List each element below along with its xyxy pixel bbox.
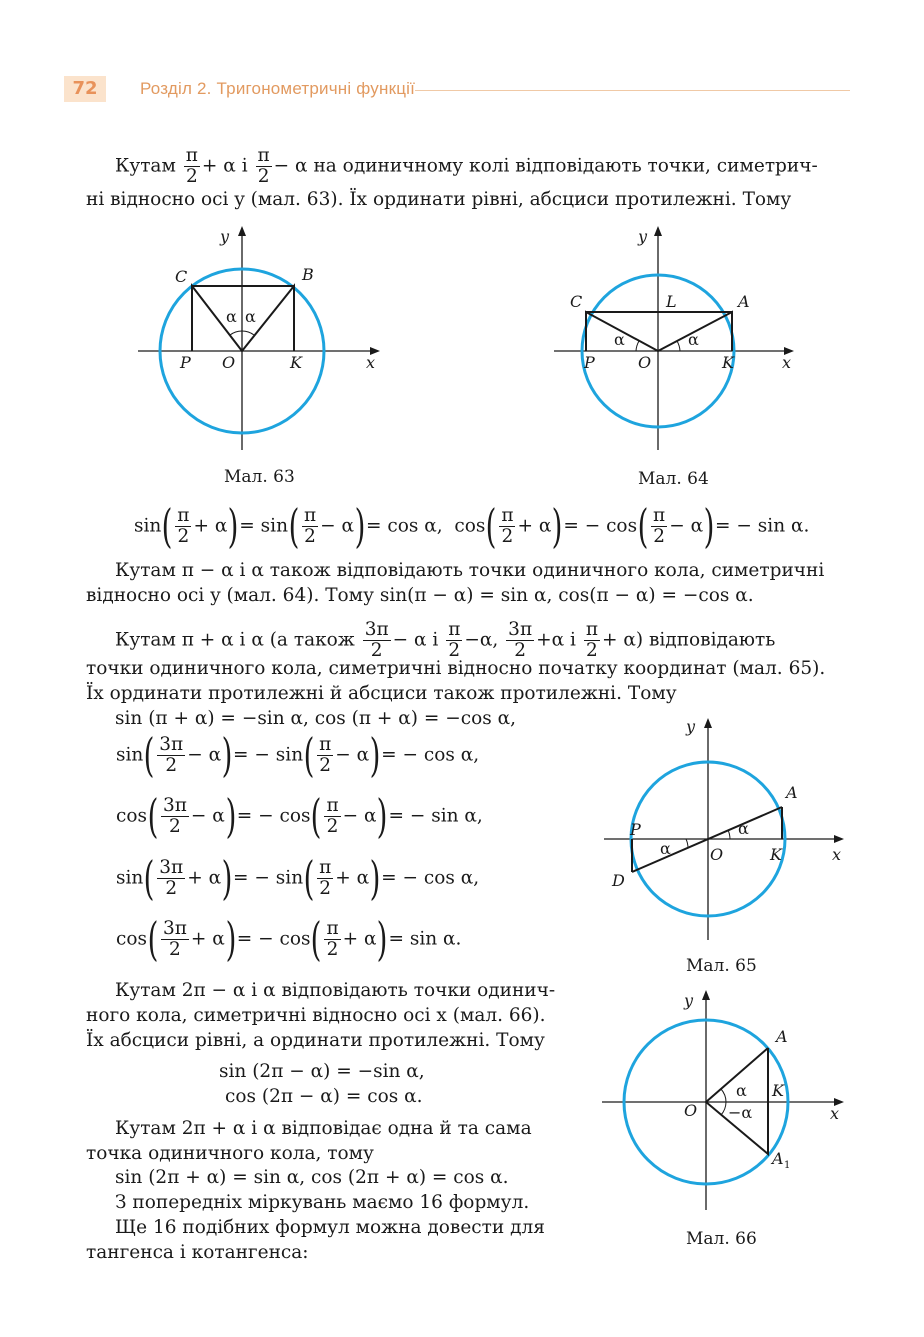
label-A: A (786, 783, 798, 802)
label-y: y (684, 991, 694, 1010)
fraction-pi-over-2: $\frac{\pi}{2}$ (185, 145, 198, 187)
label-K: K (770, 845, 782, 864)
label-y: y (686, 717, 696, 736)
label-D: D (612, 871, 625, 890)
caption-fig66: Мал. 66 (686, 1229, 757, 1249)
paragraph-1-line-1 (115, 146, 818, 187)
label-A: A (776, 1027, 788, 1046)
paragraph-7-line-2: тангенса і котангенса: (86, 1242, 309, 1263)
label-P: P (630, 820, 641, 839)
figure-65 (598, 714, 858, 954)
label-L: L (666, 292, 677, 311)
fraction-pi-over-2: $\frac{\pi}{2}$ (257, 145, 270, 187)
section-label: Розділ 2. (140, 79, 212, 98)
label-A1-subscript: 1 (784, 1160, 791, 1171)
equation-pi-half: sin( $\frac{\pi}{2}$ + α)= sin( $\frac{\pi}{2}$ − α)= cos α, cos( $\frac{\pi}{2}$ + α)= − cos( $\frac{\pi}{2}$ − α)= − sin α. (134, 499, 810, 553)
label-A: A (738, 292, 750, 311)
text-fragment: +α (536, 629, 565, 651)
label-P: P (584, 353, 595, 372)
paragraph-3-line-2: точки одиничного кола, симетричні відносно початку координат (мал. 65). (86, 658, 826, 679)
paragraph-4-line-2: ного кола, симетричні відносно осі x (мал. 66). (86, 1005, 546, 1026)
label-alpha: α (660, 839, 671, 858)
text-fragment: − α (273, 155, 308, 177)
label-x: x (366, 353, 376, 372)
label-x: x (832, 845, 842, 864)
text-fragment: = − sin α. (715, 515, 810, 537)
label-K: K (772, 1081, 784, 1100)
paragraph-3-line-4: sin (π + α) = −sin α, cos (π + α) = −cos α, (115, 708, 517, 729)
paragraph-3-line-3: Їх ординати протилежні й абсциси також протилежні. Тому (86, 683, 677, 704)
equation-cos-3pi-plus: cos( $\frac{3\pi}{2}$ + α)= − cos( $\frac{\pi}{2}$ + α)= sin α. (116, 912, 462, 966)
fraction-3pi-over-2: $\frac{3\pi}{2}$ (508, 619, 533, 661)
chapter-title (140, 79, 415, 99)
text-fragment: − α (669, 515, 704, 537)
paragraph-1-line-2: ні відносно осі y (мал. 63). Їх ординати рівні, абсциси протилежні. Тому (86, 189, 792, 210)
label-x: x (830, 1104, 840, 1123)
paragraph-2-line-2: відносно осі y (мал. 64). Тому sin(π − α) = sin α, cos(π − α) = −cos α. (86, 585, 754, 606)
paragraph-5-line-3: sin (2π + α) = sin α, cos (2π + α) = cos α. (115, 1167, 509, 1188)
label-A1: A (772, 1149, 784, 1168)
text-fragment: + α (201, 155, 236, 177)
paragraph-2-line-1: Кутам π − α і α також відповідають точки одиничного кола, симетричні (115, 560, 825, 581)
fraction-pi-over-2: $\frac{\pi}{2}$ (177, 504, 190, 547)
text-fragment: на одиничному колі відповідають точки, симетрич- (313, 155, 818, 177)
figure-63 (130, 220, 390, 460)
page-number: 72 (64, 76, 106, 102)
label-alpha: α (614, 330, 625, 349)
text-fragment: Кутам π + α і α (а також (115, 629, 355, 651)
text-fragment: + α (601, 629, 636, 651)
label-O: O (222, 353, 236, 372)
label-y: y (220, 227, 230, 246)
fraction-pi-over-2: $\frac{\pi}{2}$ (653, 504, 666, 547)
label-P: P (180, 353, 191, 372)
figure-64 (550, 220, 810, 460)
label-B: B (302, 265, 314, 284)
text-fragment: − α (392, 629, 427, 651)
paragraph-4-formula-1: sin (2π − α) = −sin α, (219, 1061, 425, 1082)
header-rule (415, 90, 850, 91)
label-x: x (782, 353, 792, 372)
paragraph-4-line-1: Кутам 2π − α і α відповідають точки одинич- (115, 980, 556, 1001)
paragraph-6: З попередніх міркувань маємо 16 формул. (115, 1192, 530, 1213)
fraction-pi-over-2: $\frac{\pi}{2}$ (585, 619, 598, 661)
equation-sin-3pi-minus: sin( $\frac{3\pi}{2}$ − α)= − sin( $\frac{\pi}{2}$ − α)= − cos α, (116, 728, 480, 782)
label-alpha: α (738, 819, 749, 838)
paragraph-4-formula-2: cos (2π − α) = cos α. (225, 1086, 423, 1107)
label-alpha: α (688, 330, 699, 349)
text-fragment: і (432, 629, 439, 651)
text-fragment: cos (454, 515, 486, 537)
label-minus-alpha: −α (728, 1103, 753, 1122)
caption-fig64: Мал. 64 (638, 469, 709, 489)
equation-sin-3pi-plus: sin( $\frac{3\pi}{2}$ + α)= − sin( $\frac{\pi}{2}$ + α)= − cos α, (116, 851, 480, 905)
paragraph-3-line-1: Кутам π + α і α (а також $\frac{3\pi}{2}$ − α і $\frac{\pi}{2}$ −α, $\frac{3\pi}{2}$ +α і $\frac{\pi}{2}$ + α) відповідають (115, 619, 776, 661)
label-alpha: α (226, 307, 237, 326)
label-O: O (684, 1101, 698, 1120)
text-fragment: − α (320, 515, 354, 537)
paragraph-5-line-2: точка одиничного кола, тому (86, 1143, 374, 1164)
label-alpha: α (245, 307, 256, 326)
paragraph-4-line-3: Їх абсциси рівні, а ординати протилежні. Тому (86, 1030, 545, 1051)
paragraph-5-line-1: Кутам 2π + α і α відповідає одна й та сама (115, 1118, 532, 1139)
caption-fig63: Мал. 63 (224, 467, 295, 487)
label-K: K (290, 353, 302, 372)
equation-cos-3pi-minus: cos( $\frac{3\pi}{2}$ − α)= − cos( $\frac{\pi}{2}$ − α)= − sin α, (116, 789, 483, 843)
fraction-pi-over-2: $\frac{\pi}{2}$ (501, 504, 514, 547)
text-fragment: −α, (464, 629, 499, 651)
text-fragment: і (241, 155, 248, 177)
paragraph-7-line-1: Ще 16 подібних формул можна довести для (115, 1217, 545, 1238)
fraction-3pi-over-2: $\frac{3\pi}{2}$ (364, 619, 389, 661)
text-fragment: = cos α, (365, 515, 443, 537)
text-fragment: = sin (239, 515, 288, 537)
label-O: O (710, 845, 724, 864)
caption-fig65: Мал. 65 (686, 956, 757, 976)
label-C: C (175, 267, 188, 286)
label-y: y (638, 227, 648, 246)
text-fragment: = − cos (563, 515, 638, 537)
text-fragment: відповідають (648, 629, 776, 651)
text-fragment: + α (517, 515, 552, 537)
text-fragment: sin (134, 515, 162, 537)
fraction-pi-over-2: $\frac{\pi}{2}$ (448, 619, 461, 661)
label-O: O (638, 353, 652, 372)
label-alpha: α (736, 1081, 747, 1100)
label-K: K (722, 353, 734, 372)
text-fragment: Кутам (115, 155, 176, 177)
label-C: C (570, 292, 583, 311)
text-fragment: і (570, 629, 576, 651)
figure-66 (598, 984, 858, 1224)
fraction-pi-over-2: $\frac{\pi}{2}$ (303, 504, 317, 547)
text-fragment: + α (193, 515, 228, 537)
section-title: Тригонометричні функції (216, 79, 416, 98)
